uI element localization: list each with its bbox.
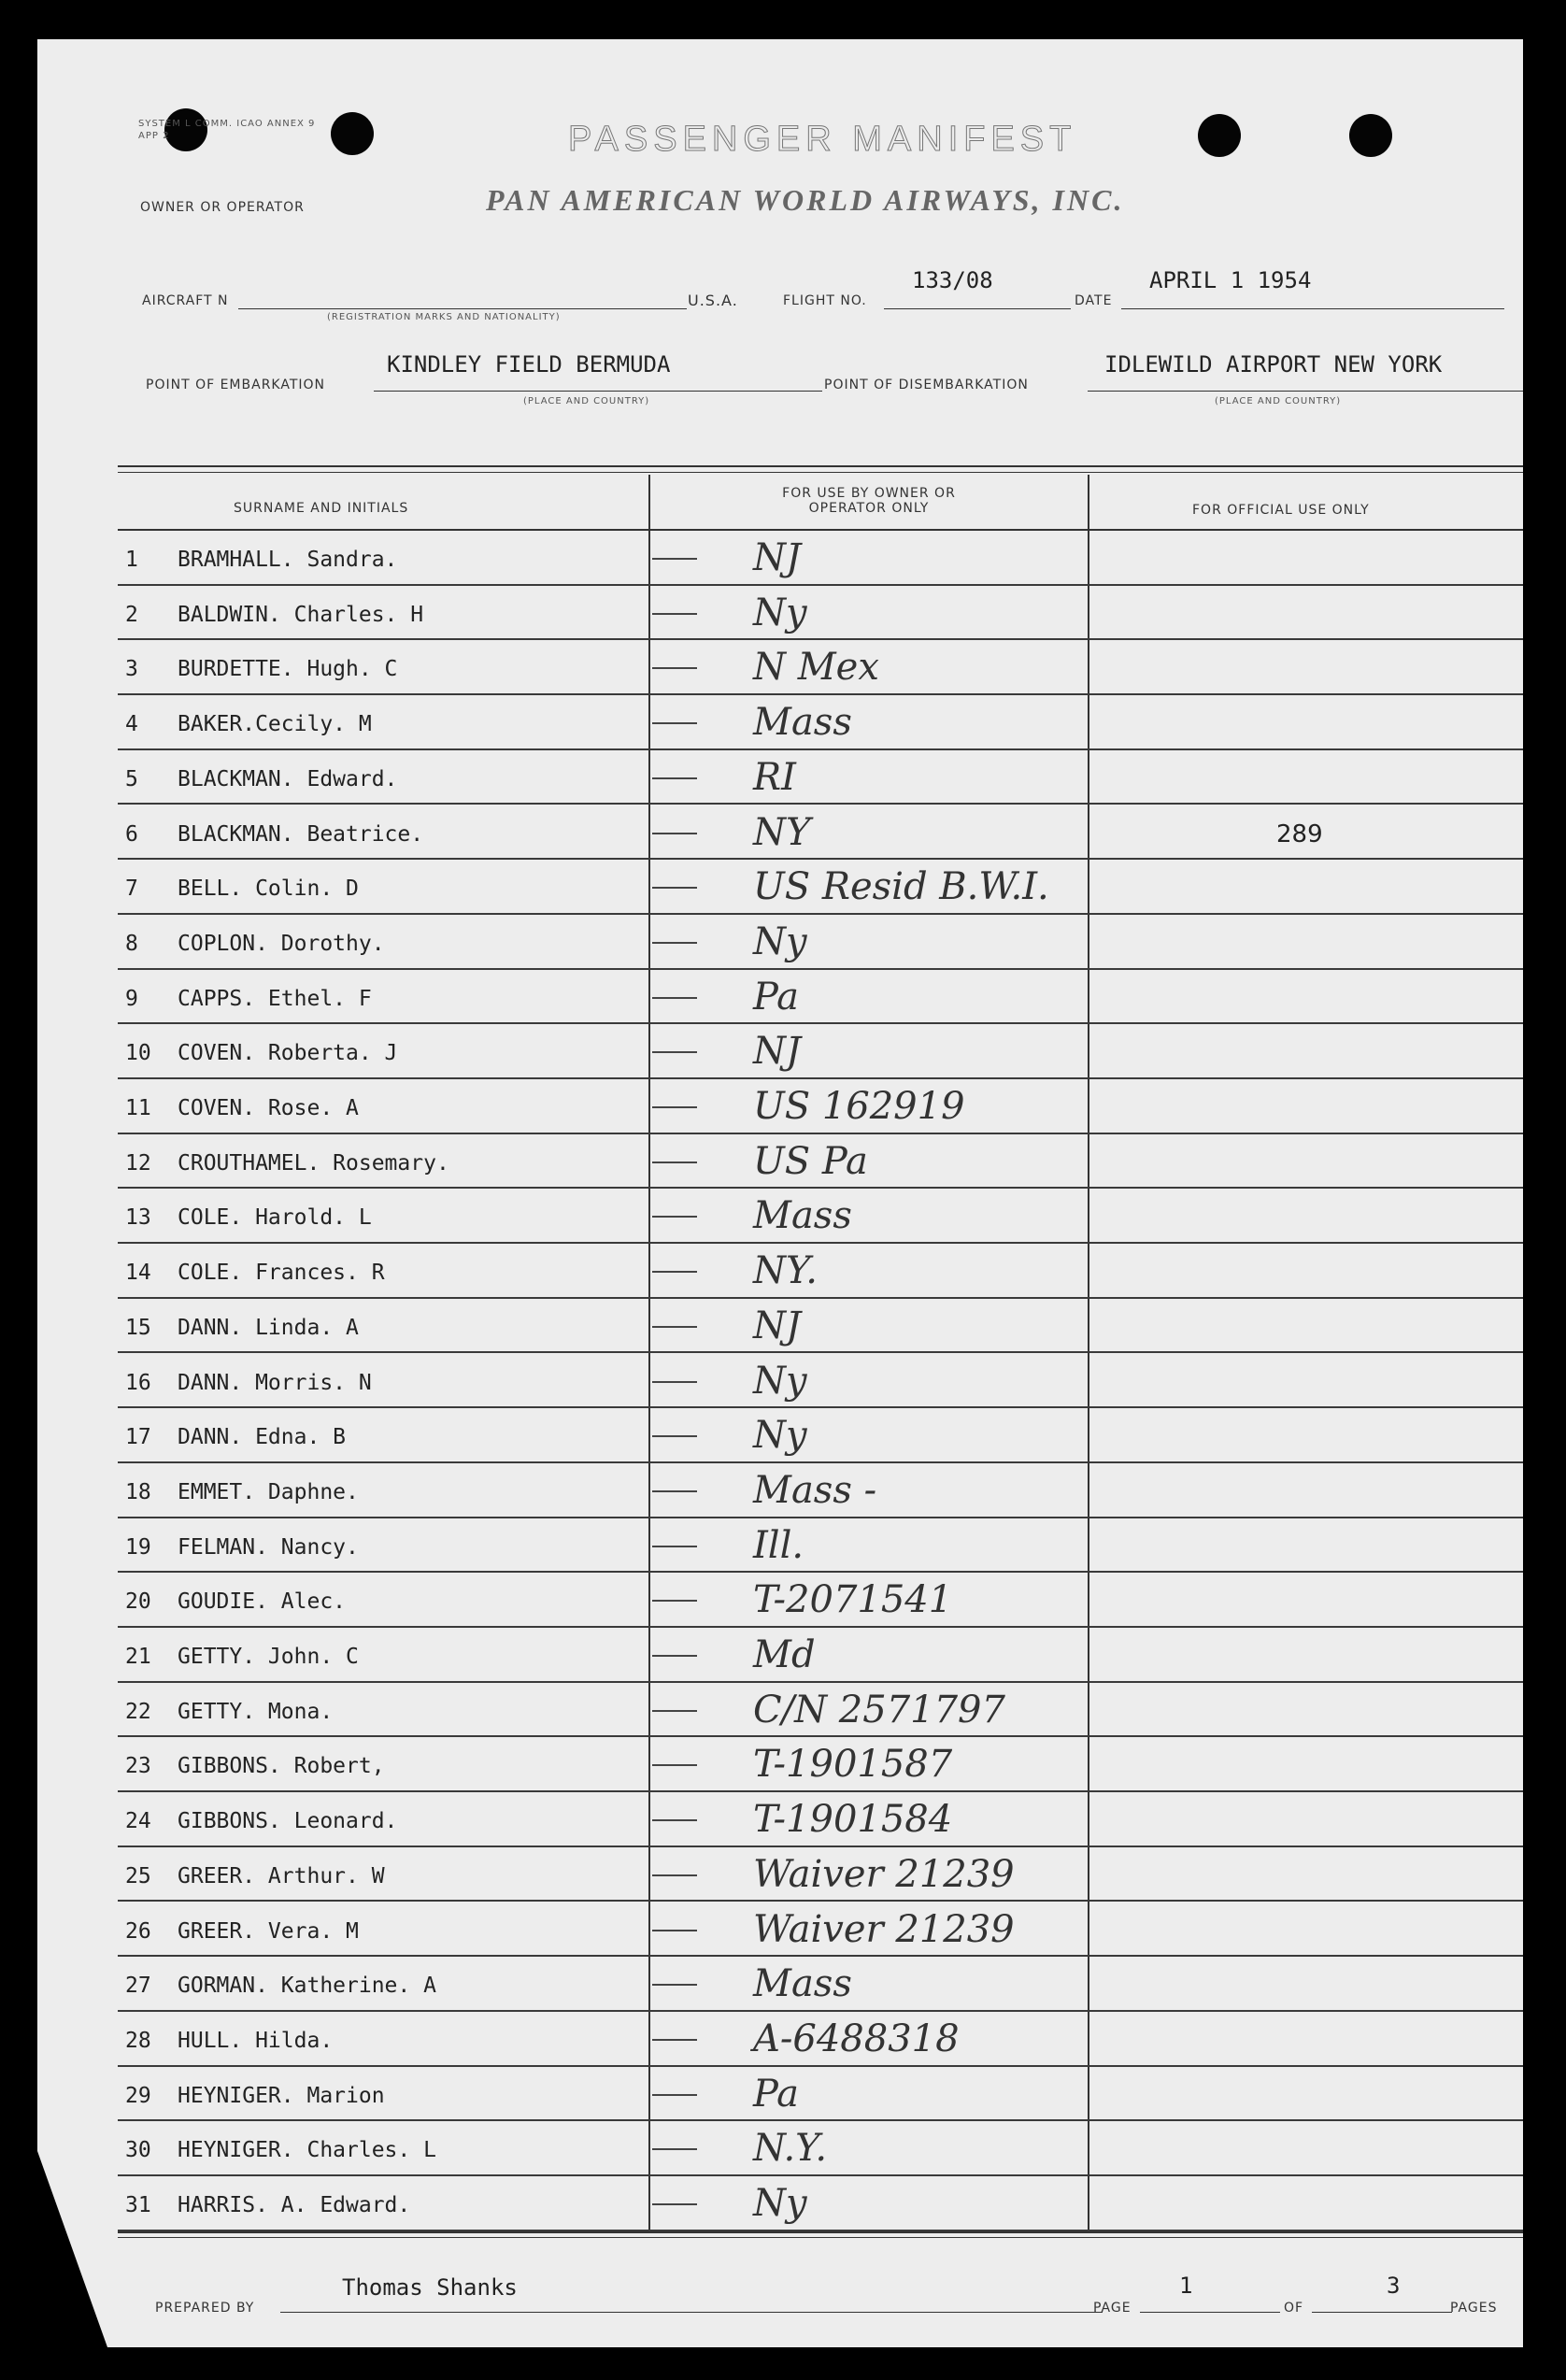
page-number: 1 <box>1179 2273 1193 2299</box>
page-title: PASSENGER MANIFEST <box>568 120 1077 159</box>
table-row <box>118 1903 1523 1958</box>
table-row <box>118 1079 1523 1134</box>
table-row <box>118 2176 1523 2231</box>
flight-number: 133/08 <box>912 267 993 293</box>
passenger-name: HEYNIGER. Charles. L <box>178 2138 436 2163</box>
check-mark-icon <box>650 1528 706 1565</box>
table-row <box>118 1189 1523 1244</box>
pages-label: PAGES <box>1450 2301 1498 2316</box>
passenger-name: BURDETTE. Hugh. C <box>178 657 398 682</box>
table-row <box>118 1957 1523 2012</box>
check-mark-icon <box>650 1253 706 1290</box>
row-number: 15 <box>125 1315 151 1340</box>
table-row <box>118 1354 1523 1409</box>
col-surname: SURNAME AND INITIALS <box>234 501 409 516</box>
row-number: 7 <box>125 876 138 902</box>
row-number: 22 <box>125 1699 151 1724</box>
prepared-line <box>280 2312 1103 2313</box>
page-total: 3 <box>1387 2273 1401 2299</box>
passenger-name: BALDWIN. Charles. H <box>178 602 424 627</box>
table-row <box>118 1737 1523 1792</box>
check-mark-icon <box>650 1089 706 1126</box>
check-mark-icon <box>650 1637 706 1675</box>
owner-use-entry: NJ <box>753 1304 802 1347</box>
table-row <box>118 915 1523 970</box>
table-row <box>118 970 1523 1025</box>
of-line <box>1312 2312 1452 2313</box>
passenger-name: BELL. Colin. D <box>178 876 359 902</box>
flight-label: FLIGHT NO. <box>783 293 867 308</box>
check-mark-icon <box>650 1418 706 1455</box>
passenger-name: DANN. Morris. N <box>178 1370 372 1395</box>
owner-use-entry: Mass - <box>753 1468 877 1512</box>
row-number: 31 <box>125 2193 151 2217</box>
row-number: 26 <box>125 1918 151 1944</box>
table-row <box>118 1408 1523 1463</box>
owner-use-entry: A-6488318 <box>753 2017 960 2060</box>
passenger-name: GIBBONS. Robert, <box>178 1754 385 1779</box>
punch-hole <box>331 112 374 155</box>
table-row <box>118 1847 1523 1903</box>
row-number: 10 <box>125 1041 151 1066</box>
check-mark-icon <box>650 2021 706 2059</box>
check-mark-icon <box>650 1802 706 1839</box>
owner-use-entry: NJ <box>753 536 802 579</box>
row-number: 9 <box>125 986 138 1011</box>
official-use-entry: 289 <box>1276 819 1323 848</box>
owner-use-entry: Md <box>753 1633 816 1676</box>
table-row <box>118 640 1523 695</box>
owner-use-entry: NY. <box>753 1249 818 1293</box>
passenger-name: GOUDIE. Alec. <box>178 1589 347 1615</box>
passenger-name: COPLON. Dorothy. <box>178 931 385 956</box>
disembark-label: POINT OF DISEMBARKATION <box>824 378 1029 392</box>
owner-use-entry: US Resid B.W.I. <box>753 865 1049 909</box>
row-number: 20 <box>125 1589 151 1615</box>
passenger-name: BAKER.Cecily. M <box>178 712 372 737</box>
table-row <box>118 1299 1523 1354</box>
check-mark-icon <box>650 869 706 906</box>
passenger-name: COLE. Frances. R <box>178 1261 385 1286</box>
row-number: 23 <box>125 1754 151 1779</box>
owner-use-entry: C/N 2571797 <box>753 1688 1005 1732</box>
disembark-sublabel: (PLACE AND COUNTRY) <box>1215 396 1342 406</box>
owner-use-entry: N.Y. <box>753 2127 828 2171</box>
owner-use-entry: T-1901587 <box>753 1743 953 1787</box>
owner-use-entry: T-2071541 <box>753 1578 953 1622</box>
table-row <box>118 1244 1523 1299</box>
table-row <box>118 586 1523 641</box>
check-mark-icon <box>650 1857 706 1894</box>
check-mark-icon <box>650 815 706 852</box>
row-number: 27 <box>125 1974 151 1999</box>
aircraft-sublabel: (REGISTRATION MARKS AND NATIONALITY) <box>327 312 561 322</box>
col-owner-use: FOR USE BY OWNER OR OPERATOR ONLY <box>782 486 956 516</box>
passenger-name: GIBBONS. Leonard. <box>178 1809 398 1834</box>
embark-sublabel: (PLACE AND COUNTRY) <box>523 396 650 406</box>
check-mark-icon <box>650 1966 706 2003</box>
table-row <box>118 1573 1523 1628</box>
page-label: PAGE <box>1093 2301 1132 2316</box>
row-number: 17 <box>125 1425 151 1450</box>
owner-use-entry: US Pa <box>753 1139 868 1183</box>
owner-use-entry: US 162919 <box>753 1085 965 1128</box>
owner-use-entry: RI <box>753 755 796 799</box>
owner-use-entry: Mass <box>753 1962 852 2006</box>
check-mark-icon <box>650 1582 706 1619</box>
passenger-name: COLE. Harold. L <box>178 1205 372 1231</box>
of-label: OF <box>1284 2301 1304 2316</box>
row-number: 25 <box>125 1863 151 1888</box>
passenger-name: HEYNIGER. Marion <box>178 2083 385 2108</box>
flight-date: APRIL 1 1954 <box>1149 267 1312 293</box>
disembark-line <box>1088 391 1523 392</box>
row-number: 5 <box>125 766 138 791</box>
owner-use-entry: Pa <box>753 2072 799 2116</box>
check-mark-icon <box>650 540 706 577</box>
embark-point: KINDLEY FIELD BERMUDA <box>387 351 671 378</box>
passenger-name: EMMET. Daphne. <box>178 1479 359 1504</box>
owner-use-entry: Ny <box>753 919 807 963</box>
table-row <box>118 860 1523 915</box>
table-row <box>118 1463 1523 1518</box>
date-line <box>1121 308 1504 309</box>
disembark-point: IDLEWILD AIRPORT NEW YORK <box>1104 351 1443 378</box>
row-number: 11 <box>125 1096 151 1120</box>
prepared-by: Thomas Shanks <box>342 2274 518 2301</box>
check-mark-icon <box>650 2186 706 2223</box>
table-row <box>118 2067 1523 2122</box>
row-number: 12 <box>125 1150 151 1176</box>
owner-use-entry: Waiver 21239 <box>753 1852 1015 1896</box>
passenger-name: HARRIS. A. Edward. <box>178 2193 411 2217</box>
owner-use-entry: NY <box>753 810 811 854</box>
owner-use-entry: NJ <box>753 1030 802 1074</box>
check-mark-icon <box>650 649 706 687</box>
owner-use-entry: Pa <box>753 975 799 1019</box>
row-number: 30 <box>125 2138 151 2163</box>
table-row <box>118 531 1523 586</box>
aircraft-label: AIRCRAFT N <box>142 293 229 308</box>
row-number: 19 <box>125 1534 151 1560</box>
passenger-name: HULL. Hilda. <box>178 2028 334 2053</box>
passenger-name: GREER. Vera. M <box>178 1918 359 1944</box>
punch-hole <box>1349 114 1392 157</box>
owner-use-entry: Ny <box>753 1414 807 1458</box>
table-row <box>118 2121 1523 2176</box>
table-row <box>118 1024 1523 1079</box>
passenger-name: COVEN. Roberta. J <box>178 1041 398 1066</box>
row-number: 2 <box>125 602 138 627</box>
check-mark-icon <box>650 595 706 633</box>
row-number: 8 <box>125 931 138 956</box>
passenger-name: CROUTHAMEL. Rosemary. <box>178 1150 449 1176</box>
row-number: 29 <box>125 2083 151 2108</box>
row-number: 18 <box>125 1479 151 1504</box>
table-row <box>118 1628 1523 1683</box>
passenger-name: GETTY. John. C <box>178 1645 359 1669</box>
table-row <box>118 805 1523 861</box>
owner-use-entry: Waiver 21239 <box>753 1907 1015 1951</box>
usa-label: U.S.A. <box>688 292 738 309</box>
owner-use-entry: Ny <box>753 2182 807 2225</box>
check-mark-icon <box>650 1473 706 1510</box>
row-number: 3 <box>125 657 138 682</box>
check-mark-icon <box>650 2131 706 2168</box>
owner-use-entry: T-1901584 <box>753 1798 953 1842</box>
check-mark-icon <box>650 705 706 742</box>
owner-use-entry: Mass <box>753 701 852 745</box>
owner-label: OWNER OR OPERATOR <box>140 200 305 215</box>
passenger-name: FELMAN. Nancy. <box>178 1534 359 1560</box>
table-row <box>118 750 1523 805</box>
owner-use-entry: N Mex <box>753 646 879 690</box>
table-top-rule <box>118 465 1523 473</box>
row-number: 28 <box>125 2028 151 2053</box>
flight-line <box>884 308 1071 309</box>
check-mark-icon <box>650 1198 706 1235</box>
row-number: 1 <box>125 548 138 572</box>
passenger-name: BRAMHALL. Sandra. <box>178 548 398 572</box>
row-number: 13 <box>125 1205 151 1231</box>
owner-use-entry: Mass <box>753 1194 852 1238</box>
table-bottom-rule <box>118 2231 1523 2238</box>
embark-label: POINT OF EMBARKATION <box>146 378 326 392</box>
owner-use-entry: Ny <box>753 591 807 634</box>
passenger-name: COVEN. Rose. A <box>178 1096 359 1120</box>
check-mark-icon <box>650 1363 706 1401</box>
passenger-name: GORMAN. Katherine. A <box>178 1974 436 1999</box>
passenger-name: GREER. Arthur. W <box>178 1863 385 1888</box>
passenger-name: DANN. Edna. B <box>178 1425 347 1450</box>
prepared-label: PREPARED BY <box>155 2301 255 2316</box>
passenger-name: BLACKMAN. Beatrice. <box>178 821 424 847</box>
row-number: 6 <box>125 821 138 847</box>
page-line <box>1140 2312 1280 2313</box>
check-mark-icon <box>650 924 706 962</box>
owner-use-entry: Ny <box>753 1359 807 1403</box>
check-mark-icon <box>650 760 706 797</box>
table-row <box>118 1792 1523 1847</box>
aircraft-line <box>238 308 687 309</box>
check-mark-icon <box>650 1746 706 1784</box>
table-row <box>118 1134 1523 1190</box>
passenger-name: CAPPS. Ethel. F <box>178 986 372 1011</box>
owner-use-entry: Ill. <box>753 1523 804 1567</box>
row-number: 14 <box>125 1261 151 1286</box>
row-number: 16 <box>125 1370 151 1395</box>
check-mark-icon <box>650 2076 706 2114</box>
check-mark-icon <box>650 1308 706 1346</box>
row-number: 4 <box>125 712 138 737</box>
row-number: 24 <box>125 1809 151 1834</box>
passenger-name: DANN. Linda. A <box>178 1315 359 1340</box>
col-official: FOR OFFICIAL USE ONLY <box>1192 503 1370 518</box>
row-number: 21 <box>125 1645 151 1669</box>
table-row <box>118 1518 1523 1574</box>
table-row <box>118 695 1523 750</box>
date-label: DATE <box>1075 293 1113 308</box>
check-mark-icon <box>650 979 706 1017</box>
table-row <box>118 1683 1523 1738</box>
embark-line <box>374 391 822 392</box>
passenger-name: GETTY. Mona. <box>178 1699 334 1724</box>
check-mark-icon <box>650 1912 706 1949</box>
check-mark-icon <box>650 1033 706 1071</box>
punch-hole <box>1198 114 1241 157</box>
check-mark-icon <box>650 1692 706 1730</box>
check-mark-icon <box>650 1144 706 1181</box>
company-name: PAN AMERICAN WORLD AIRWAYS, INC. <box>486 183 1125 217</box>
table-row <box>118 2012 1523 2067</box>
annex-stamp: SYSTEM L COMM. ICAO ANNEX 9 APP 2 <box>138 119 316 141</box>
passenger-name: BLACKMAN. Edward. <box>178 766 398 791</box>
